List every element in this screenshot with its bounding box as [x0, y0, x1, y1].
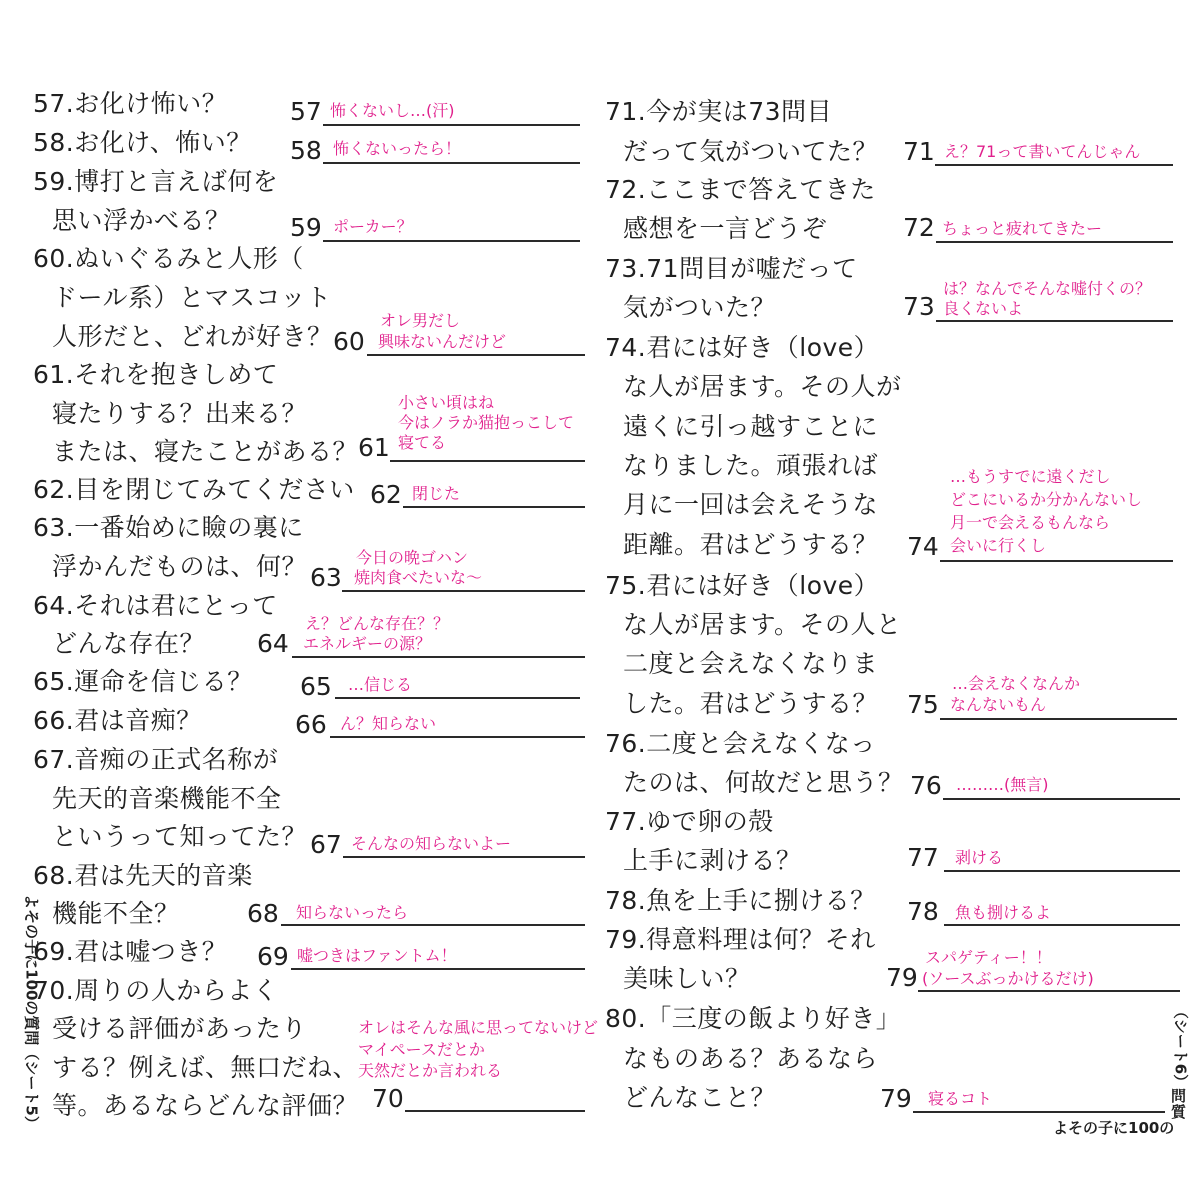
question-text: 月に一回は会えそうな	[623, 490, 879, 519]
question-text: 61.それを抱きしめて	[33, 360, 279, 389]
question-text: な人が居ます。その人と	[623, 610, 902, 639]
answer-number: 59	[290, 213, 322, 242]
answer-number: 74	[907, 532, 939, 561]
handwritten-answer: 興味ないんだけど	[378, 332, 507, 351]
answer-line	[390, 460, 585, 462]
right-margin-char: 問	[1171, 1087, 1187, 1105]
answer-number: 72	[903, 213, 935, 242]
answer-line	[323, 124, 580, 126]
answer-number: 61	[358, 433, 390, 462]
question-text: 機能不全？	[52, 899, 180, 928]
answer-line	[342, 590, 585, 592]
question-text: 二度と会えなくなりま	[623, 649, 879, 678]
answer-number: 70	[372, 1084, 404, 1113]
answer-line	[944, 924, 1180, 926]
handwritten-answer: は？なんでそんな嘘付くの？	[943, 279, 1152, 298]
question-text: 80.「三度の飯より好き」	[605, 1004, 902, 1033]
question-text: 59.博打と言えば何を	[33, 167, 279, 196]
question-text: だって気がついてた？	[623, 137, 879, 166]
question-text: 65.運命を信じる？	[33, 667, 253, 696]
answer-line	[323, 240, 580, 242]
answer-line	[330, 736, 585, 738]
left-margin-title: よその子に100の質問（シート5）	[22, 894, 41, 1131]
question-text: 浮かんだものは、何？	[52, 552, 308, 581]
handwritten-answer: エネルギーの源？	[303, 634, 432, 653]
right-margin-sheet: （シート6）	[1171, 1003, 1190, 1090]
question-text: 受ける評価があったり	[52, 1014, 307, 1043]
question-text: どんなこと？	[623, 1083, 777, 1112]
question-text: 75.君には好き（love）	[605, 571, 880, 600]
answer-line	[913, 1111, 1165, 1113]
question-text: 62.目を閉じてみてください	[33, 475, 355, 504]
question-text: 60.ぬいぐるみと人形（	[33, 244, 304, 273]
question-text: 78.魚を上手に捌ける？	[605, 886, 876, 915]
answer-number: 67	[310, 830, 342, 859]
question-text: 人形だと、どれが好き？	[52, 322, 333, 351]
answer-number: 68	[247, 899, 279, 928]
handwritten-answer: …もうすでに遠くだし	[950, 467, 1111, 486]
answer-number: 58	[290, 136, 322, 165]
handwritten-answer: スパゲティー！！	[925, 948, 1052, 967]
handwritten-answer: 会いに行くし	[950, 536, 1047, 555]
question-text: 上手に剥ける？	[623, 846, 802, 875]
handwritten-answer: ………(無言)	[956, 775, 1049, 794]
answer-number: 66	[295, 710, 327, 739]
question-text: 77.ゆで卵の殻	[605, 807, 774, 836]
question-text: どんな存在？	[52, 629, 206, 658]
answer-number: 62	[370, 480, 402, 509]
answer-line	[918, 990, 1180, 992]
handwritten-answer: (ソースぶっかけるだけ)	[922, 969, 1094, 988]
handwritten-answer: 寝てる	[398, 433, 447, 452]
answer-line	[935, 164, 1173, 166]
handwritten-answer: オレ男だし	[380, 311, 461, 330]
answer-line	[940, 718, 1177, 720]
question-text: 気がついた？	[623, 293, 777, 322]
handwritten-answer: そんなの知らないよー	[351, 834, 512, 853]
question-text: 58.お化け、怖い？	[33, 128, 252, 157]
answer-number: 79	[880, 1084, 912, 1113]
answer-line	[403, 506, 585, 508]
question-text: 79.得意料理は何？それ	[605, 925, 876, 954]
handwritten-answer: え？71って書いてんじゃん	[944, 142, 1141, 161]
question-text: した。君はどうする？	[623, 689, 879, 718]
answer-line	[943, 798, 1180, 800]
question-text: 74.君には好き（love）	[605, 333, 880, 362]
answer-number: 73	[903, 292, 935, 321]
handwritten-answer: オレはそんな風に思ってないけど	[358, 1018, 599, 1037]
answer-number: 63	[310, 563, 342, 592]
answer-line	[936, 241, 1173, 243]
question-text: 距離。君はどうする？	[623, 530, 879, 559]
question-text: たのは、何故だと思う？	[623, 768, 904, 797]
answer-line	[367, 354, 585, 356]
answer-line	[936, 320, 1173, 322]
answer-number: 64	[257, 629, 289, 658]
answer-line	[343, 856, 585, 858]
question-text: 71.今が実は73問目	[605, 97, 833, 126]
answer-number: 69	[257, 942, 289, 971]
question-text: 70.周りの人からよく	[33, 976, 279, 1005]
question-text: 57.お化け怖い？	[33, 89, 228, 118]
right-margin-title: よその子に100の	[1053, 1119, 1175, 1137]
question-text: 67.音痴の正式名称が	[33, 745, 279, 774]
handwritten-answer: 月一で会えるもんなら	[950, 513, 1111, 532]
handwritten-answer: なんないもん	[950, 695, 1047, 714]
answer-line	[281, 924, 585, 926]
answer-line	[944, 870, 1180, 872]
handwritten-answer: …信じる	[348, 675, 413, 694]
handwritten-answer: 剥ける	[955, 848, 1004, 867]
answer-line	[940, 560, 1173, 562]
answer-number: 78	[907, 897, 939, 926]
question-text: または、寝たことがある？	[52, 437, 359, 466]
handwritten-answer: 知らないったら	[296, 903, 409, 922]
answer-number: 75	[907, 690, 939, 719]
answer-number: 77	[907, 843, 939, 872]
answer-number: 65	[300, 672, 332, 701]
question-text: ドール系）とマスコット	[52, 283, 332, 312]
question-text: 68.君は先天的音楽	[33, 861, 253, 890]
handwritten-answer: ちょっと疲れてきたー	[942, 219, 1103, 238]
question-text: 等。あるならどんな評価？	[52, 1091, 359, 1120]
question-text: 76.二度と会えなくなっ	[605, 729, 876, 758]
question-text: 思い浮かべる？	[52, 206, 231, 235]
answer-line	[335, 697, 580, 699]
question-text: な人が居ます。その人が	[623, 372, 902, 401]
question-text: 69.君は嘘つき？	[33, 937, 228, 966]
answer-number: 76	[910, 771, 942, 800]
answer-number: 57	[290, 97, 322, 126]
question-text: 遠くに引っ越すことに	[623, 412, 879, 441]
question-text: 美味しい？	[623, 964, 751, 993]
handwritten-answer: え？どんな存在？？	[305, 614, 450, 633]
question-text: なものある？あるなら	[623, 1044, 879, 1073]
right-margin-char: 質	[1171, 1103, 1187, 1121]
question-text: 先天的音楽機能不全	[52, 784, 282, 813]
answer-number: 79	[886, 963, 918, 992]
question-text: 寝たりする？出来る？	[52, 399, 308, 428]
handwritten-answer: 焼肉食べたいな〜	[354, 568, 483, 587]
handwritten-answer: マイペースだとか	[358, 1040, 485, 1059]
handwritten-answer: 閉じた	[412, 484, 461, 503]
question-text: 73.71問目が嘘だって	[605, 254, 858, 283]
question-text: する？例えば、無口だね、	[52, 1053, 359, 1082]
handwritten-answer: 魚も捌けるよ	[955, 903, 1052, 922]
handwritten-answer: 今はノラか猫抱っこして	[398, 413, 575, 432]
handwritten-answer: 天然だとか言われる	[358, 1061, 503, 1080]
handwritten-answer: 小さい頃はね	[398, 393, 495, 412]
answer-line	[291, 968, 585, 970]
handwritten-answer: 怖くないったら！	[333, 139, 462, 158]
handwritten-answer: 今日の晩ゴハン	[356, 548, 469, 567]
handwritten-answer: ポーカー？	[333, 217, 413, 236]
question-text: 64.それは君にとって	[33, 591, 278, 620]
handwritten-answer: 嘘つきはファントム！	[297, 946, 457, 965]
question-text: 63.一番始めに瞼の裏に	[33, 513, 304, 542]
handwritten-answer: 良くないよ	[943, 299, 1024, 318]
question-text: というって知ってた？	[52, 822, 308, 851]
handwritten-answer: ん？知らない	[340, 714, 437, 733]
handwritten-answer: どこにいるか分かんないし	[950, 490, 1143, 509]
answer-number: 60	[333, 327, 365, 356]
question-text: 72.ここまで答えてきた	[605, 175, 876, 204]
handwritten-answer: 寝るコト	[928, 1089, 993, 1108]
question-text: なりました。頑張れば	[623, 451, 879, 480]
answer-line	[292, 656, 585, 658]
question-text: 66.君は音痴？	[33, 706, 202, 735]
handwritten-answer: 怖くないし…(汗)	[330, 101, 455, 120]
answer-line	[323, 162, 580, 164]
answer-number: 71	[903, 137, 935, 166]
question-text: 感想を一言どうぞ	[623, 214, 828, 243]
handwritten-answer: …会えなくなんか	[952, 674, 1081, 693]
answer-line	[405, 1110, 585, 1112]
